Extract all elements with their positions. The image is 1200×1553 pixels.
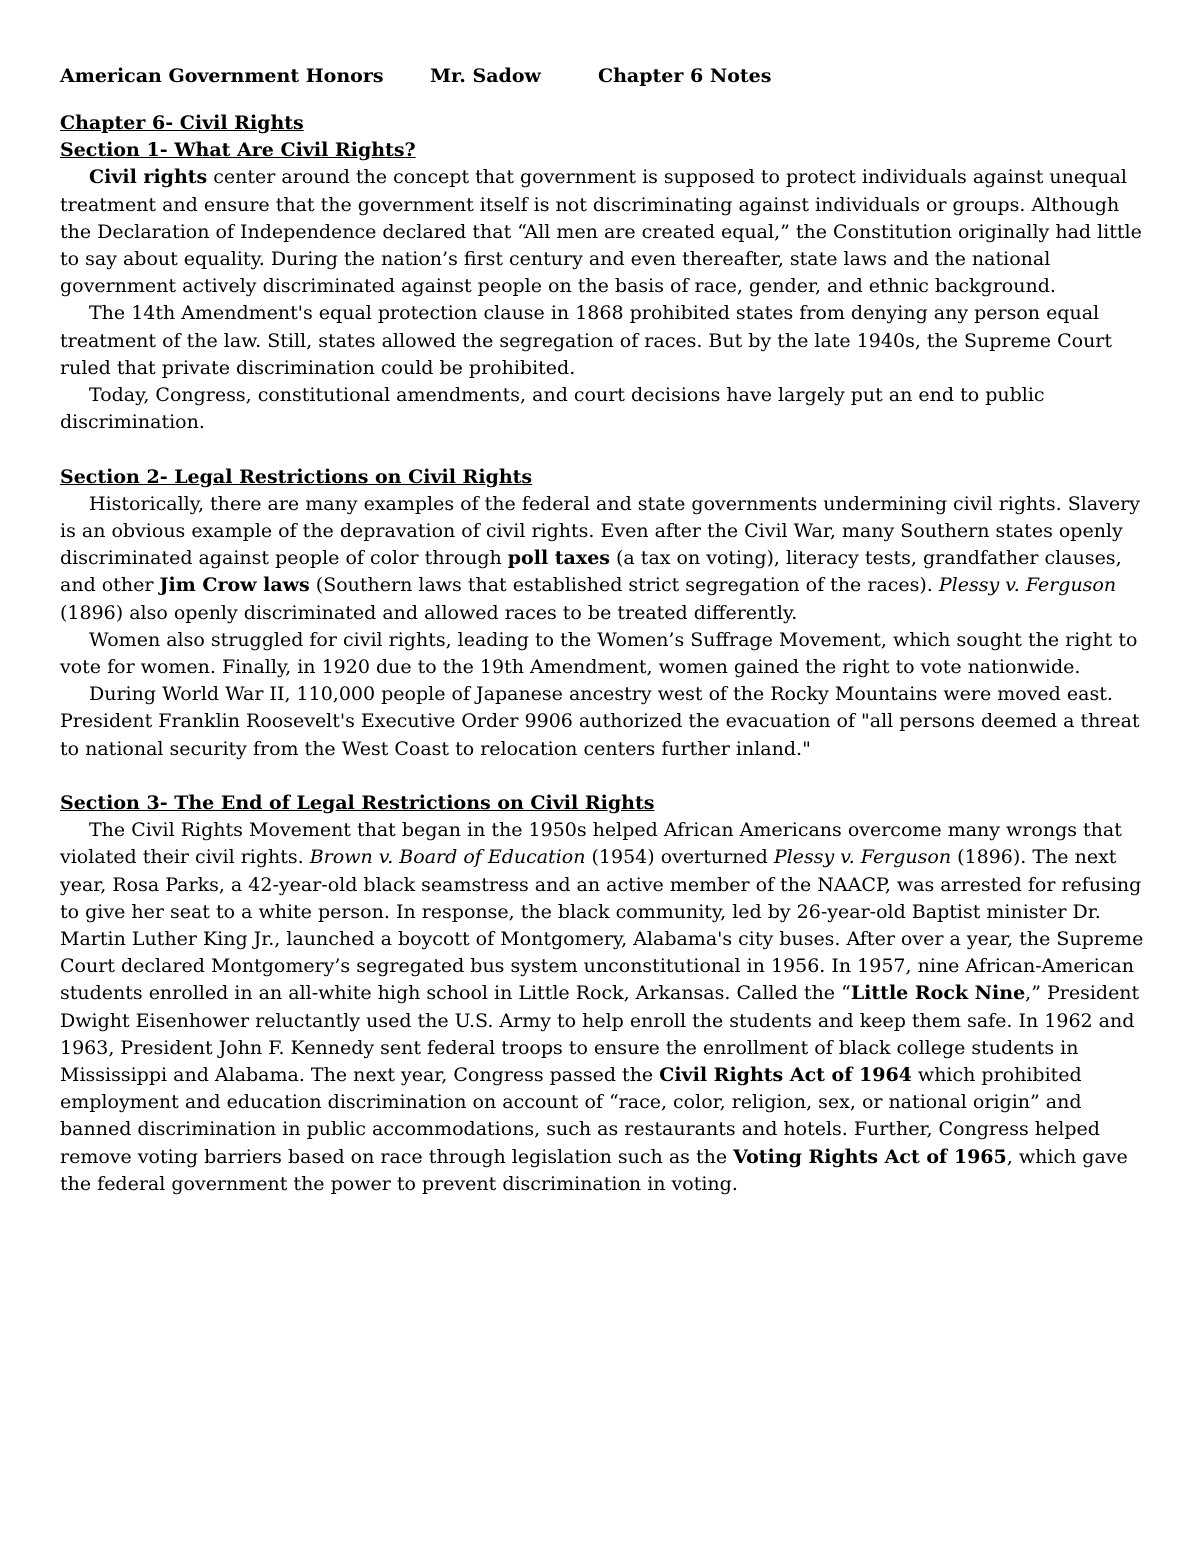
- italic-case-name: Brown v. Board of Education: [309, 846, 586, 869]
- notes-title: Chapter 6 Notes: [598, 65, 772, 87]
- paragraph-text: (1896). The next year, Rosa Parks, a 42-year-old black seamstress and an active member of the NAACP, was arrested for refusing to give her seat to a white person. In response, the black community, led by 26-year-old Baptist minister Dr. Martin Luther King Jr., launched a boycott of Montgomery, Alabama's city buses. After over a year, the Supreme Court declared Montgomery’s segregated bus system unconstitutional in 1956. In 1957, nine African-American students enrolled in an all-white high school in Little Rock, Arkansas. Called the “: [60, 846, 1144, 1005]
- bold-term: poll taxes: [507, 547, 610, 570]
- document-page: [60, 60, 1145, 1198]
- bold-term: Little Rock Nine: [850, 982, 1026, 1005]
- paragraph-text: (Southern laws that established strict segregation of the races).: [309, 574, 939, 597]
- paragraph-text: (1896) also openly discriminated and allowed races to be treated differently.: [60, 601, 798, 624]
- section-paragraph: [60, 300, 1145, 382]
- paragraph-text: center around the concept that government is supposed to protect individuals against unequal treatment and ensure that the government itself is not discriminating against individuals or groups. Although the Declaration of Independence declared that “All men are created equal,” the Constitution originally had little to say about equality. During the nation’s first century and even thereafter, state laws and the national government actively discriminated against people on the basis of race, gender, and ethnic background.: [60, 166, 1142, 298]
- paragraph-text: ,” President Dwight Eisenhower reluctantly used the U.S. Army to help enroll the students and keep them safe. In 1962 and 1963, President John F. Kennedy sent federal troops to ensure the enrollment of black college students in Mississippi and Alabama. The next year, Congress passed the: [60, 982, 1140, 1087]
- bold-term: Voting Rights Act of 1965: [733, 1145, 1007, 1168]
- paragraph-text: , which gave the federal government the power to prevent discrimination in voting.: [60, 1145, 1128, 1195]
- sections-container: [60, 137, 1145, 1198]
- course-name: American Government Honors: [60, 65, 384, 87]
- paragraph-text: During World War II, 110,000 people of Japanese ancestry west of the Rocky Mountains were moved east. President Franklin Roosevelt's Executive Order 9906 authorized the evacuation of "all persons deemed a threat to national security from the West Coast to relocation centers further inland.": [60, 683, 1140, 760]
- section-heading: Section 1- What Are Civil Rights?: [60, 139, 416, 162]
- paragraph-text: which prohibited employment and education discrimination on account of “race, color, religion, sex, or national origin” and banned discrimination in public accommodations, such as restaurants and hotels. Further, Congress helped remove voting barriers based on race through legislation such as the: [60, 1064, 1100, 1168]
- paragraph-text: (1954) overturned: [585, 846, 774, 869]
- section-spacer: [60, 763, 1145, 790]
- document-header: [60, 60, 1145, 93]
- italic-case-name: Plessy v. Ferguson: [938, 574, 1117, 597]
- bold-term: Civil rights: [89, 166, 208, 189]
- paragraph-text: The Civil Rights Movement that began in the 1950s helped African Americans overcome many wrongs that violated their civil rights.: [60, 819, 1122, 869]
- section-paragraph: [60, 382, 1145, 436]
- paragraph-text: Historically, there are many examples of the federal and state governments undermining civil rights. Slavery is an obvious example of the depravation of civil rights. Even after the Civil War, many Southern states openly discriminated against people of color through: [60, 492, 1140, 570]
- paragraph-text: (a tax on voting), literacy tests, grandfather clauses, and other: [60, 547, 1122, 597]
- section-paragraph: [60, 164, 1145, 300]
- paragraph-text: Today, Congress, constitutional amendments, and court decisions have largely put an end to public discrimination.: [60, 384, 1045, 434]
- section-spacer: [60, 436, 1145, 463]
- chapter-title: Chapter 6- Civil Rights: [60, 112, 304, 134]
- section-paragraph: [60, 491, 1145, 627]
- section-heading: Section 3- The End of Legal Restrictions on Civil Rights: [60, 792, 655, 815]
- section-paragraph: [60, 681, 1145, 763]
- italic-case-name: Plessy v. Ferguson: [773, 846, 952, 869]
- teacher-name: Mr. Sadow: [430, 65, 541, 87]
- section-paragraph: [60, 627, 1145, 681]
- section-paragraph: [60, 817, 1145, 1198]
- bold-term: Civil Rights Act of 1964: [659, 1064, 912, 1087]
- bold-term: Jim Crow laws: [159, 574, 310, 597]
- section-heading: Section 2- Legal Restrictions on Civil Rights: [60, 465, 533, 488]
- paragraph-text: The 14th Amendment's equal protection clause in 1868 prohibited states from denying any person equal treatment of the law. Still, states allowed the segregation of races. But by the late 1940s, the Supreme Court ruled that private discrimination could be prohibited.: [60, 302, 1113, 379]
- paragraph-text: Women also struggled for civil rights, leading to the Women’s Suffrage Movement, which sought the right to vote for women. Finally, in 1920 due to the 19th Amendment, women gained the right to vote nationwide.: [60, 628, 1138, 679]
